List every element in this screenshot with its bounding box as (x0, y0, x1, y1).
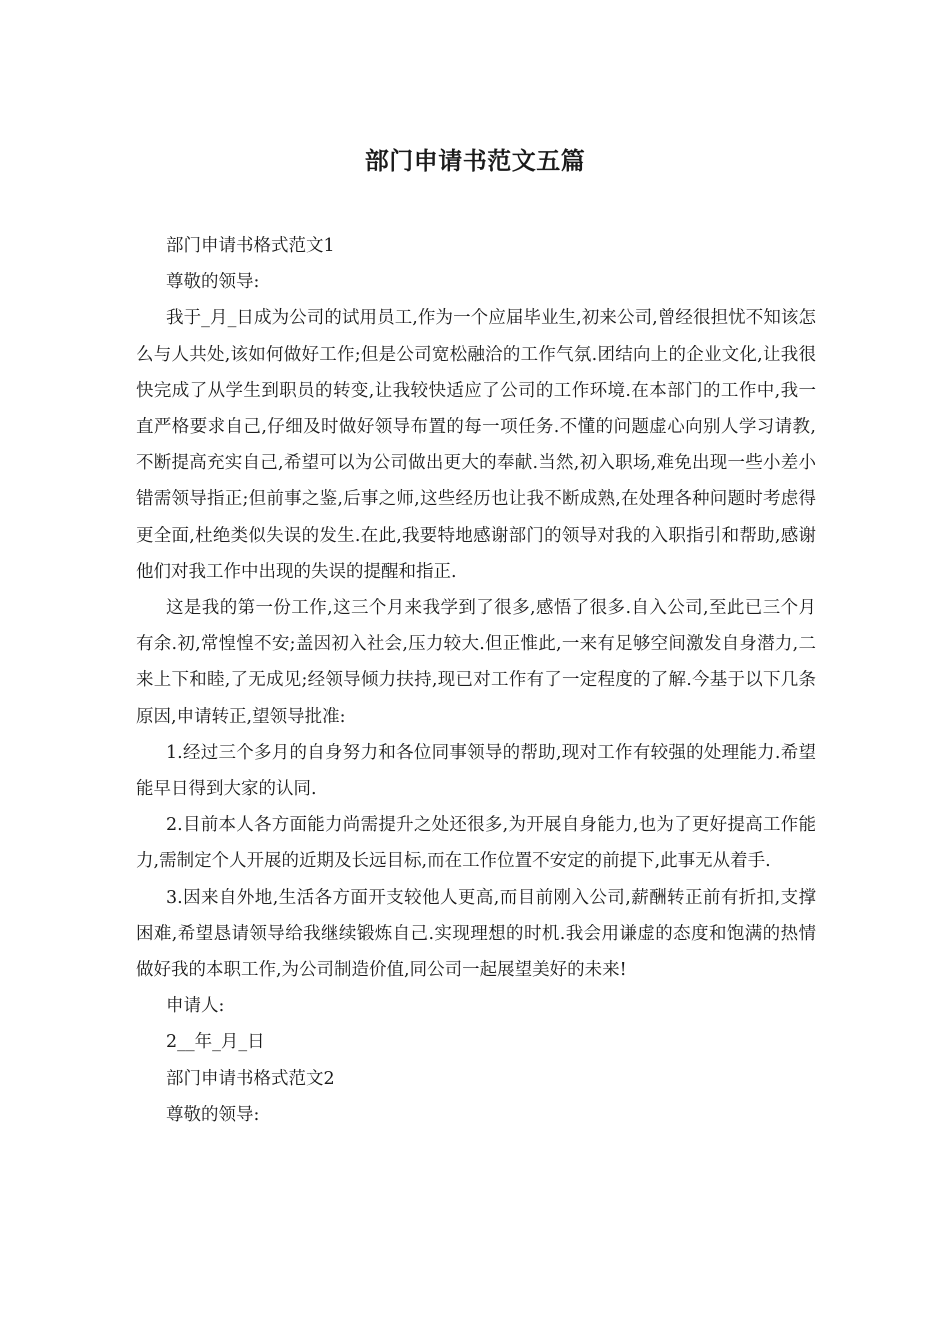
signature-label: 申请人: (166, 996, 225, 1017)
list-item: 2.目前本人各方面能力尚需提升之处还很多,为开展自身能力,也为了更好提高工作能力,需制定个人开展的近期及长远目标,而在工作位置不安定的前提下,此事无从着手. (136, 815, 816, 872)
document-body (136, 228, 816, 1133)
section-heading-1: 部门申请书格式范文1 (166, 236, 335, 256)
body-paragraph: 我于_月_日成为公司的试用员工,作为一个应届毕业生,初来公司,曾经很担忧不知该怎么与人共处,该如何做好工作;但是公司宽松融洽的工作气氛.团结向上的企业文化,让我很快完成了从学生到职员的转变,让我较快适应了公司的工作环境.在本部门的工作中,我一直严格要求自己,仔细及时做好领导布置的每一项任务.不懂的问题虚心向别人学习请教,不断提高充实自己,希望可以为公司做出更大的奉献.当然,初入职场,难免出现一些小差小错需领导指正;但前事之鉴,后事之师,这些经历也让我不断成熟,在处理各种问题时考虑得更全面,杜绝类似失误的发生.在此,我要特地感谢部门的领导对我的入职指引和帮助,感谢他们对我工作中出现的失误的提醒和指正. (136, 308, 816, 582)
list-item: 1.经过三个多月的自身努力和各位同事领导的帮助,现对工作有较强的处理能力.希望能早日得到大家的认同. (136, 742, 816, 800)
section-heading-2: 部门申请书格式范文2 (166, 1068, 335, 1089)
document-title: 部门申请书范文五篇 (364, 146, 586, 175)
salutation: 尊敬的领导: (166, 1104, 260, 1125)
date-line: 2__年_月_日 (166, 1032, 265, 1053)
salutation: 尊敬的领导: (166, 272, 260, 293)
body-paragraph: 这是我的第一份工作,这三个月来我学到了很多,感悟了很多.自入公司,至此已三个月有余.初,常惶惶不安;盖因初入社会,压力较大.但正惟此,一来有足够空间激发自身潜力,二来上下和睦,了无成见;经领导倾力扶持,现已对工作有了一定程度的了解.今基于以下几条原因,申请转正,望领导批准: (136, 598, 816, 727)
list-item: 3.因来自外地,生活各方面开支较他人更高,而目前刚入公司,薪酬转正前有折扣,支撑困难,希望恳请领导给我继续锻炼自己.实现理想的时机.我会用谦虚的态度和饱满的热情做好我的本职工作,为公司制造价值,同公司一起展望美好的未来! (136, 887, 816, 981)
